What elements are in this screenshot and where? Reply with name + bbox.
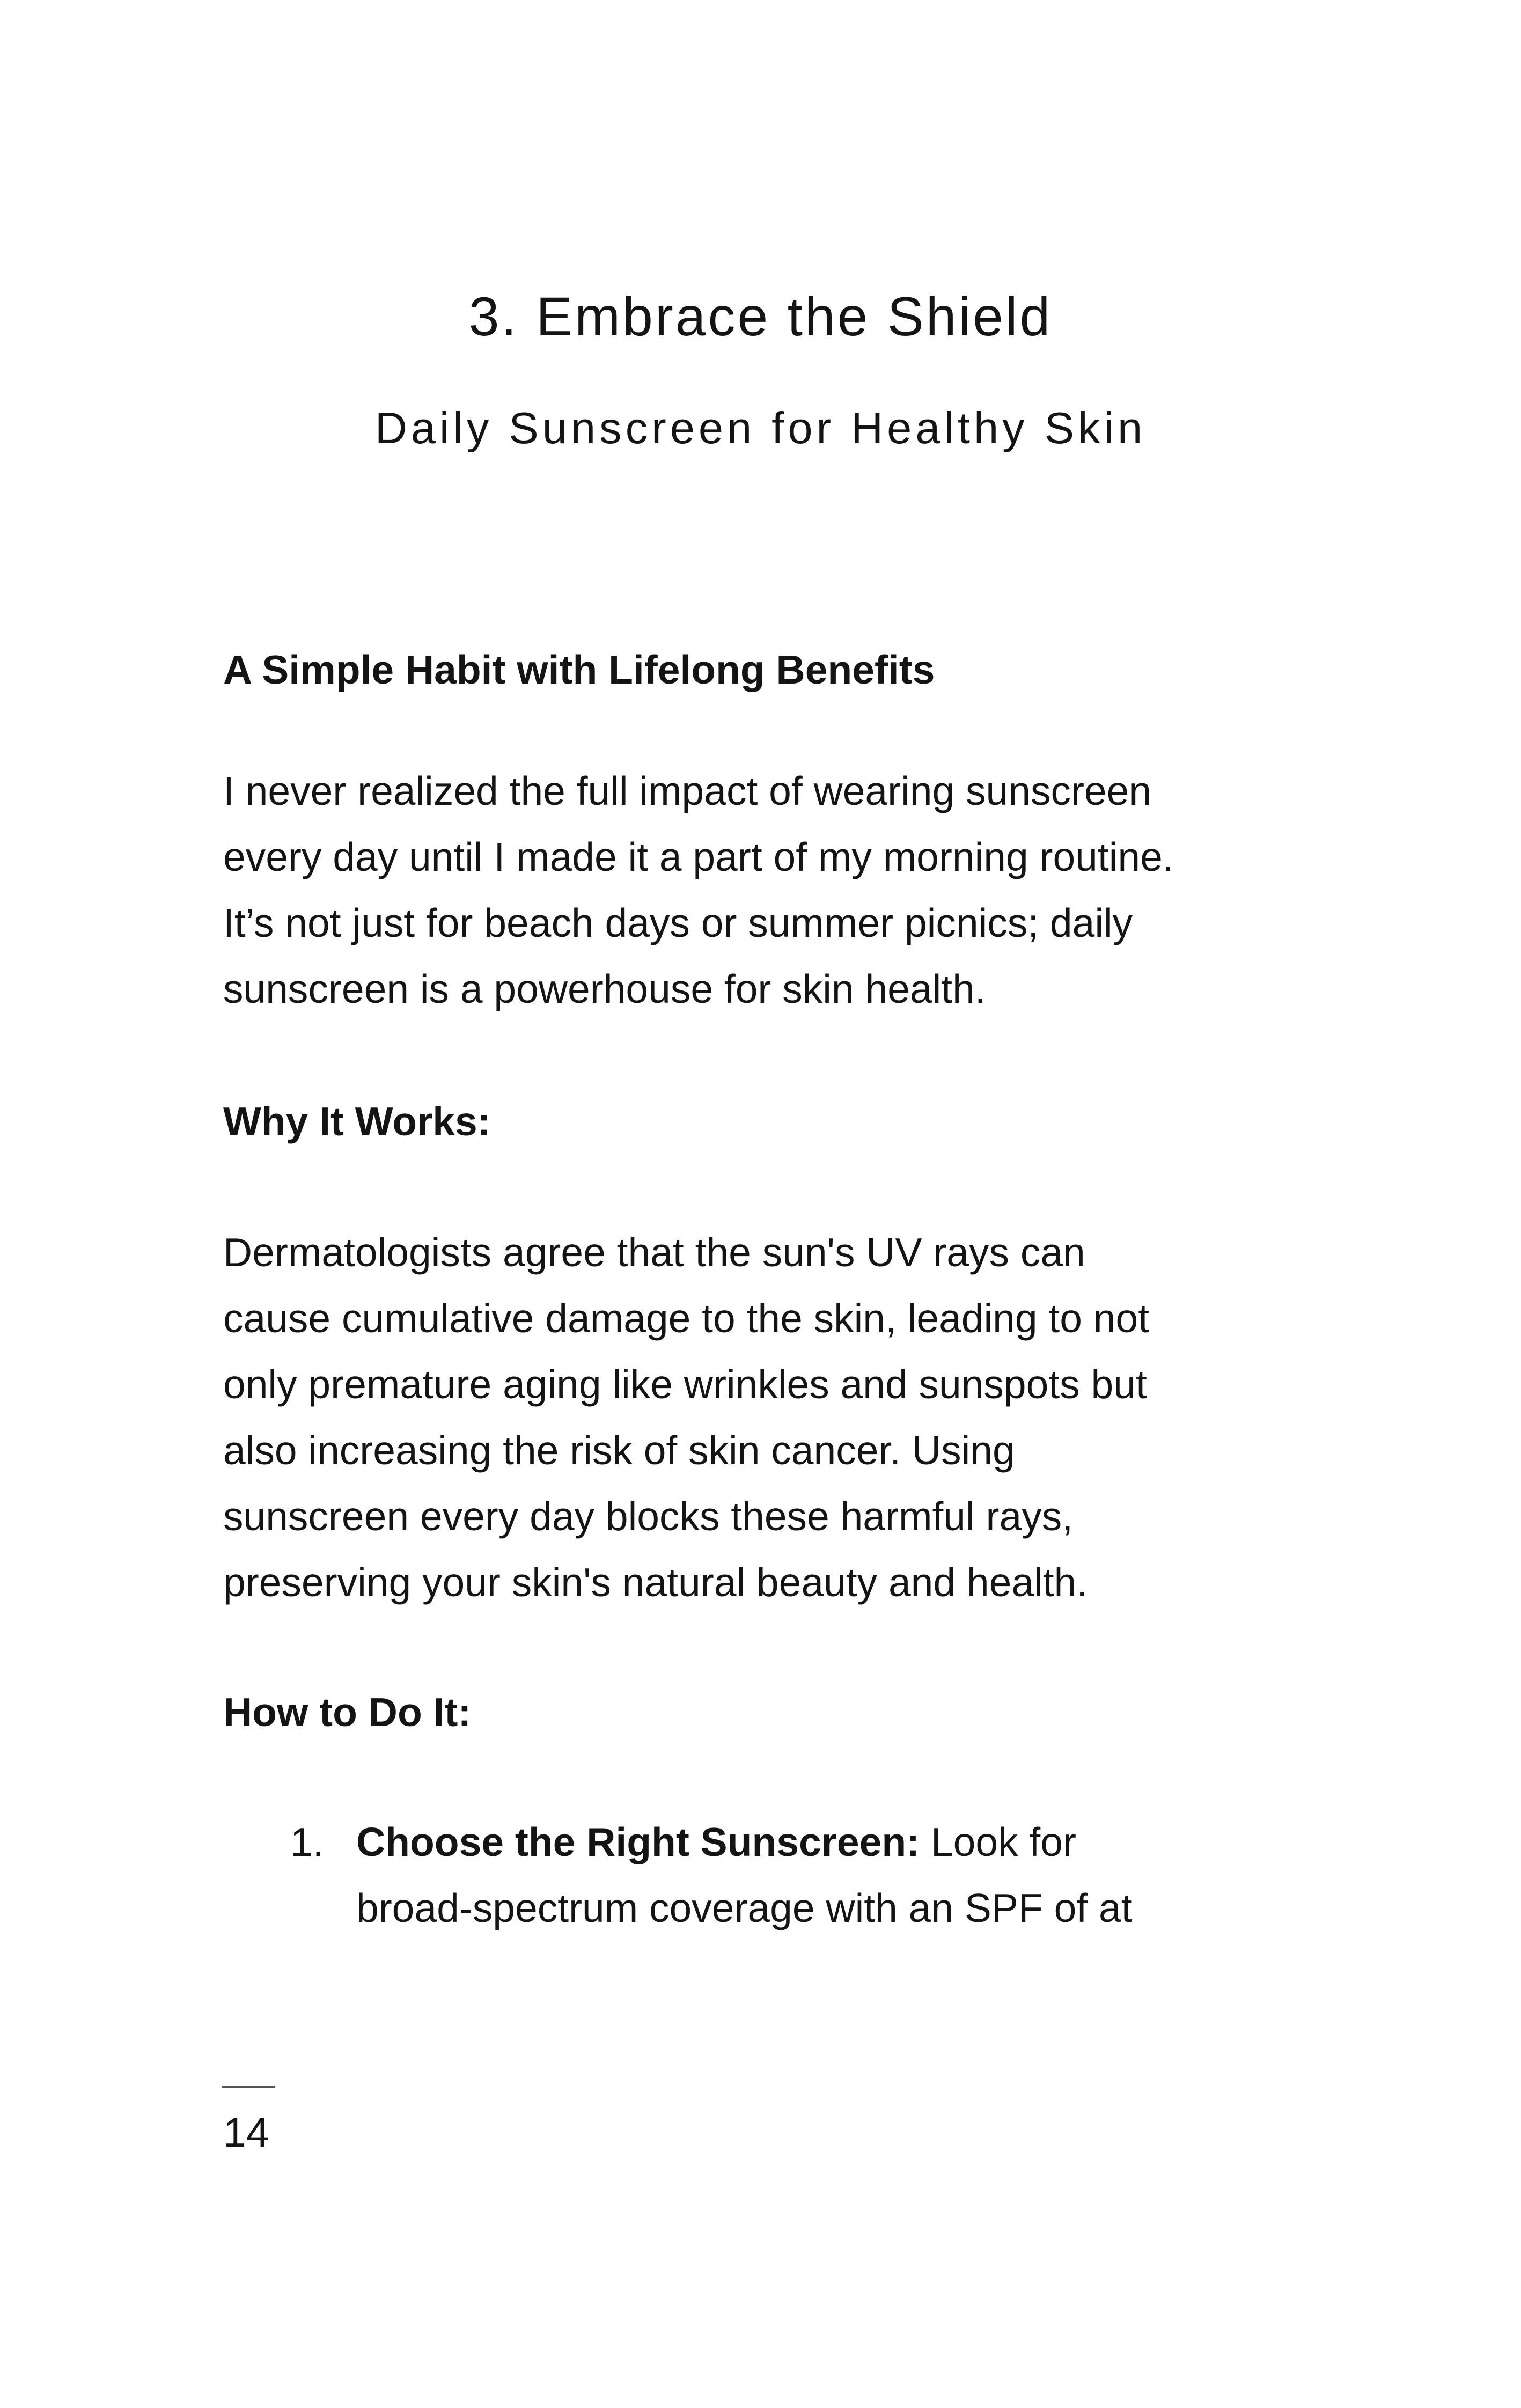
page-number: 14: [223, 2110, 269, 2156]
paragraph-line: also increasing the risk of skin cancer. Using: [223, 1428, 1015, 1473]
chapter-subtitle: Daily Sunscreen for Healthy Skin: [374, 403, 1147, 453]
section-heading-habit: A Simple Habit with Lifelong Benefits: [223, 647, 935, 692]
list-item: [223, 1809, 1243, 1941]
paragraph-line: sunscreen every day blocks these harmful rays,: [223, 1494, 1074, 1539]
paragraph-line: Dermatologists agree that the sun's UV rays can: [223, 1230, 1085, 1275]
steps-list: [223, 1809, 1243, 1941]
paragraph-line: I never realized the full impact of wearing sunscreen: [223, 768, 1152, 813]
section-heading-how: How to Do It:: [223, 1690, 472, 1735]
paragraph-line: cause cumulative damage to the skin, leading to not: [223, 1296, 1150, 1341]
paragraph-line: sunscreen is a powerhouse for skin health.: [223, 966, 986, 1011]
list-item-line: [356, 1809, 1243, 1875]
footer-divider: [222, 2086, 275, 2088]
list-item-term: Choose the Right Sunscreen:: [356, 1819, 920, 1864]
paragraph-why: [223, 1220, 1243, 1616]
chapter-title: 3. Embrace the Shield: [468, 286, 1053, 347]
paragraph-line: preserving your skin's natural beauty and health.: [223, 1560, 1088, 1605]
paragraph-habit: [223, 758, 1243, 1022]
paragraph-line: It’s not just for beach days or summer picnics; daily: [223, 900, 1133, 945]
list-item-number: 1.: [290, 1819, 324, 1864]
list-item-line: broad-spectrum coverage with an SPF of at: [356, 1885, 1133, 1930]
section-heading-why: Why It Works:: [223, 1099, 491, 1144]
list-item-text: Look for: [920, 1819, 1076, 1864]
paragraph-line: only premature aging like wrinkles and sunspots but: [223, 1362, 1147, 1407]
paragraph-line: every day until I made it a part of my morning routine.: [223, 834, 1174, 879]
